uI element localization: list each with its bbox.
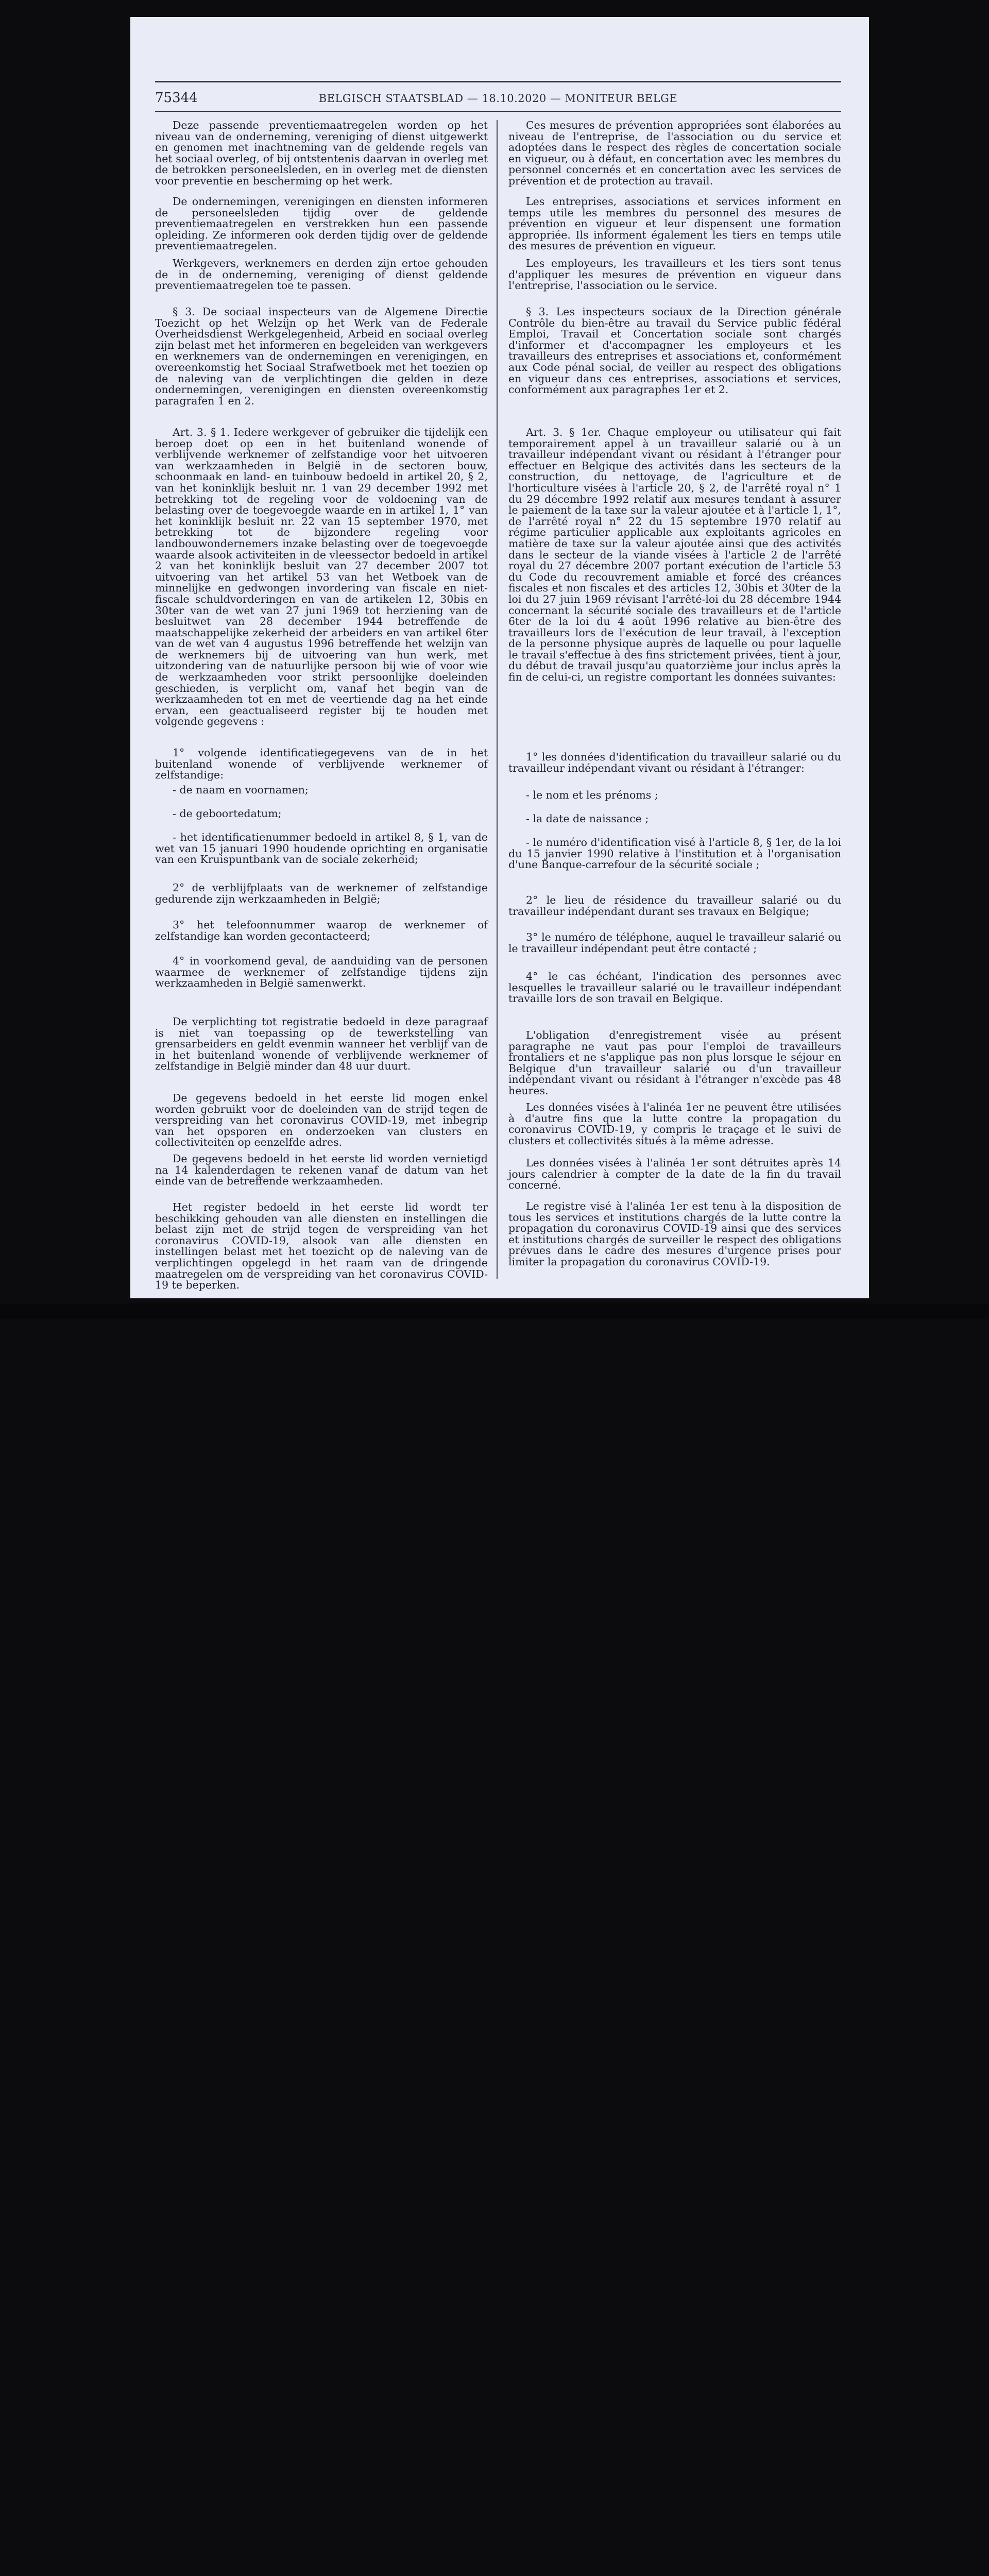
- taskbar: [0, 1303, 989, 1319]
- paragraph-nl: De ondernemingen, verenigingen en diensten informeren de personeelsleden tijdig over de geldende preventiemaatregelen en verstrekken hun een passende opleiding. Ze informeren ook derden tijdig over de geldende preventiemaatregelen.: [155, 195, 488, 252]
- paragraph-nl: 1° volgende identificatiegegevens van de in het buitenland wonende of verblijvende werknemer of zelfstandige:: [155, 747, 488, 782]
- list-item-fr: - le numéro d'identification visé à l'article 8, § 1er, de la loi du 15 janvier 1990 relative à l'institution et à l'organisation d'une Banque-carrefour de la sécurité sociale ;: [508, 836, 841, 871]
- list-item-fr: - le nom et les prénoms ;: [526, 789, 658, 801]
- list-item-nl: 2° de verblijfplaats van de werknemer of zelfstandige gedurende zijn werkzaamheden in België;: [155, 882, 488, 905]
- paragraph-nl: De verplichting tot registratie bedoeld in deze paragraaf is niet van toepassing op de tewerkstelling van grensarbeiders en geldt evenmin wanneer het verblijf van de in het buitenland wonende of verblijvende werknemer of zelfstandige in België minder dan 48 uur duurt.: [155, 1015, 488, 1073]
- list-item-nl: - de geboortedatum;: [173, 807, 282, 820]
- paragraph-fr: Le registre visé à l'alinéa 1er est tenu à la disposition de tous les services et institutions chargés de la lutte contre la propagation du coronavirus COVID-19 ainsi que des services et institutions chargés de surveiller le respect des obligations prévues dans le cadre des mesures d'urgence prises pour limiter la propagation du coronavirus COVID-19.: [508, 1200, 841, 1268]
- paragraph-fr: Ces mesures de prévention appropriées sont élaborées au niveau de l'entreprise, de l'association ou du service et adoptées dans le respect des règles de concertation sociale en vigueur, ou à défaut, en concertation avec les membres du personnel concernés et en concertation avec les services de prévention et de protection au travail.: [508, 119, 841, 187]
- paragraph-fr: Les données visées à l'alinéa 1er sont détruites après 14 jours calendrier à compter de la date de la fin du travail concerné.: [508, 1157, 841, 1192]
- dutch-column: [155, 119, 488, 1292]
- two-column-body: [155, 119, 841, 1292]
- list-item-nl: - de naam en voornamen;: [173, 784, 309, 796]
- list-item-nl: - het identificatienummer bedoeld in artikel 8, § 1, van de wet van 15 januari 1990 houdende oprichting en organisatie van een Kruispuntbank van de sociale zekerheid;: [155, 831, 488, 866]
- paragraph-fr: § 3. Les inspecteurs sociaux de la Direction générale Contrôle du bien-être au travail du Service public fédéral Emploi, Travail et Concertation sociale sont chargés d'informer et d'accompagner les employeurs et les travailleurs des entreprises et associations et, conformément aux Code pénal social, de veiller au respect des obligations en vigueur dans ces entreprises, associations et services, conformément aux paragraphes 1er et 2.: [508, 306, 841, 396]
- journal-title: BELGISCH STAATSBLAD — 18.10.2020 — MONITEUR BELGE: [318, 92, 678, 105]
- paragraph-nl: Werkgevers, werknemers en derden zijn ertoe gehouden de in de onderneming, vereniging of dienst geldende preventiemaatregelen toe te passen.: [155, 257, 488, 292]
- list-item-fr: 4° le cas échéant, l'indication des personnes avec lesquelles le travailleur salarié ou le travailleur indépendant travaille lors de son travail en Belgique.: [508, 970, 841, 1005]
- list-item-fr: 2° le lieu de résidence du travailleur salarié ou du travailleur indépendant durant ses travaux en Belgique;: [508, 894, 841, 918]
- column-divider: [497, 120, 498, 1279]
- paragraph-nl: § 3. De sociaal inspecteurs van de Algemene Directie Toezicht op het Welzijn op het Werk van de Federale Overheidsdienst Werkgelegenheid, Arbeid en sociaal overleg zijn belast met het informeren en begeleiden van werkgevers en werknemers van de ondernemingen en verenigingen, en overeenkomstig het Sociaal Strafwetboek met het toezien op de naleving van de verplichtingen die gelden in deze ondernemingen, verenigingen en diensten overeenkomstig paragrafen 1 en 2.: [155, 306, 488, 407]
- paragraph-nl: Het register bedoeld in het eerste lid wordt ter beschikking gehouden van alle diensten en instellingen die belast zijn met de strijd tegen de verspreiding van het coronavirus COVID-19, alsook van alle diensten en instellingen belast met het toezicht op de naleving van de verplichtingen opgelegd in het raam van de dringende maatregelen om de verspreiding van het coronavirus COVID-19 te beperken.: [155, 1201, 488, 1292]
- paragraph-fr: Les entreprises, associations et services informent en temps utile les membres du personnel des mesures de prévention en vigueur et leur dispensent une formation appropriée. Ils informent également les tiers en temps utile des mesures de prévention en vigueur.: [508, 195, 841, 252]
- list-item-fr: 3° le numéro de téléphone, auquel le travailleur salarié ou le travailleur indépendant peut être contacté ;: [508, 931, 841, 955]
- article-3-fr: Art. 3. § 1er. Chaque employeur ou utilisateur qui fait temporairement appel à un travailleur salarié ou à un travailleur indépendant vivant ou résidant à l'étranger pour effectuer en Belgique des activités dans les secteurs de la construction, du nettoyage, de l'agriculture et de l'horticulture visées à l'article 20, § 2, de l'arrêté royal n° 1 du 29 décembre 1992 relatif aux mesures tendant à assurer le paiement de la taxe sur la valeur ajoutée et à l'article 1, 1°, de l'arrêté royal n° 22 du 15 septembre 1970 relatif au régime particulier applicable aux exploitants agricoles en matière de taxe sur la valeur ajoutée ainsi que des activités dans le secteur de la viande visées à l'article 2 de l'arrêté royal du 27 décembre 2007 portant exécution de l'article 53 du Code du recouvrement amiable et forcé des créances fiscales et non fiscales et des articles 12, 30bis et 30ter de la loi du 27 juin 1969 révisant l'arrêté-loi du 28 décembre 1944 concernant la sécurité sociale des travailleurs et de l'article 6ter de la loi du 4 août 1996 relative au bien-être des travailleurs lors de l'exécution de leur travail, à l'exception de la personne physique auprès de laquelle ou pour laquelle le travail s'effectue à des fins strictement privées, tient à jour, du début de travail jusqu'au quatorzième jour inclus après la fin de celui-ci, un registre comportant les données suivantes:: [508, 426, 841, 684]
- paragraph-fr: Les données visées à l'alinéa 1er ne peuvent être utilisées à d'autre fins que la lutte contre la propagation du coronavirus COVID-19, y compris le traçage et le suivi de clusters et collectivités situés à la même adresse.: [508, 1101, 841, 1147]
- paragraph-nl: De gegevens bedoeld in het eerste lid mogen enkel worden gebruikt voor de doeleinden van de strijd tegen de verspreiding van het coronavirus COVID-19, met inbegrip van het opsporen en onderzoeken van clusters en collectiviteiten op eenzelfde adres.: [155, 1092, 488, 1149]
- page-number: 75344: [155, 90, 198, 106]
- paragraph-nl: Deze passende preventiemaatregelen worden op het niveau van de onderneming, vereniging of dienst uitgewerkt en genomen met inachtneming van de geldende regels van het sociaal overleg, of bij ontstentenis daarvan in overleg met de betrokken personeelsleden, en in overleg met de diensten voor preventie en bescherming op het werk.: [155, 119, 488, 187]
- list-item-fr: - la date de naissance ;: [526, 812, 649, 825]
- paragraph-fr: L'obligation d'enregistrement visée au présent paragraphe ne vaut pas pour l'emploi de travailleurs frontaliers et ne s'applique pas non plus lorsque le séjour en Belgique d'un travailleur salarié ou d'un travailleur indépendant vivant ou résidant à l'étranger n'excède pas 48 heures.: [508, 1029, 841, 1097]
- french-column: [508, 120, 841, 1284]
- article-3-nl: Art. 3. § 1. Iedere werkgever of gebruiker die tijdelijk een beroep doet op een in het buitenland wonende of verblijvende werknemer of zelfstandige voor het uitvoeren van werkzaamheden in België in de sectoren bouw, schoonmaak en land- en tuinbouw bedoeld in artikel 20, § 2, van het koninklijk besluit nr. 1 van 29 december 1992 met betrekking tot de regeling voor de voldoening van de belasting over de toegevoegde waarde en in artikel 1, 1° van het koninklijk besluit nr. 22 van 15 september 1970, met betrekking tot de bijzondere regeling voor landbouwondernemers inzake belasting over de toegevoegde waarde alsook activiteiten in de vleessector bedoeld in artikel 2 van het koninklijk besluit van 27 december 2007 tot uitvoering van het artikel 53 van het Wetboek van de minnelijke en gedwongen invordering van fiscale en niet-fiscale schuldvorderingen en van de artikelen 12, 30bis en 30ter van de wet van 27 juni 1969 tot herziening van de besluitwet van 28 december 1944 betreffende de maatschappelijke zekerheid der arbeiders en van artikel 6ter van de wet van 4 augustus 1996 betreffende het welzijn van de werknemers bij de uitvoering van hun werk, met uitzondering van de natuurlijke persoon bij wie of voor wie de werkzaamheden voor strikt persoonlijke doeleinden geschieden, is verplicht om, vanaf het begin van de werkzaamheden tot en met de veertiende dag na het einde ervan, een geactualiseerd register bij te houden met volgende gegevens :: [155, 426, 488, 728]
- list-item-nl: 4° in voorkomend geval, de aanduiding van de personen waarmee de werknemer of zelfstandige tijdens zijn werkzaamheden in België samenwerkt.: [155, 955, 488, 990]
- paragraph-fr: 1° les données d'identification du travailleur salarié ou du travailleur indépendant vivant ou résidant à l'étranger:: [508, 751, 841, 774]
- header-rule-bottom: [155, 111, 841, 112]
- document-page: [130, 17, 869, 1298]
- list-item-nl: 3° het telefoonnummer waarop de werknemer of zelfstandige kan worden gecontacteerd;: [155, 919, 488, 942]
- page-header: [155, 63, 841, 113]
- paragraph-nl: De gegevens bedoeld in het eerste lid worden vernietigd na 14 kalenderdagen te rekenen vanaf de datum van het einde van de betreffende werkzaamheden.: [155, 1153, 488, 1188]
- paragraph-fr: Les employeurs, les travailleurs et les tiers sont tenus d'appliquer les mesures de prévention en vigueur dans l'entreprise, l'association ou le service.: [508, 257, 841, 292]
- header-rule-top: [155, 81, 841, 82]
